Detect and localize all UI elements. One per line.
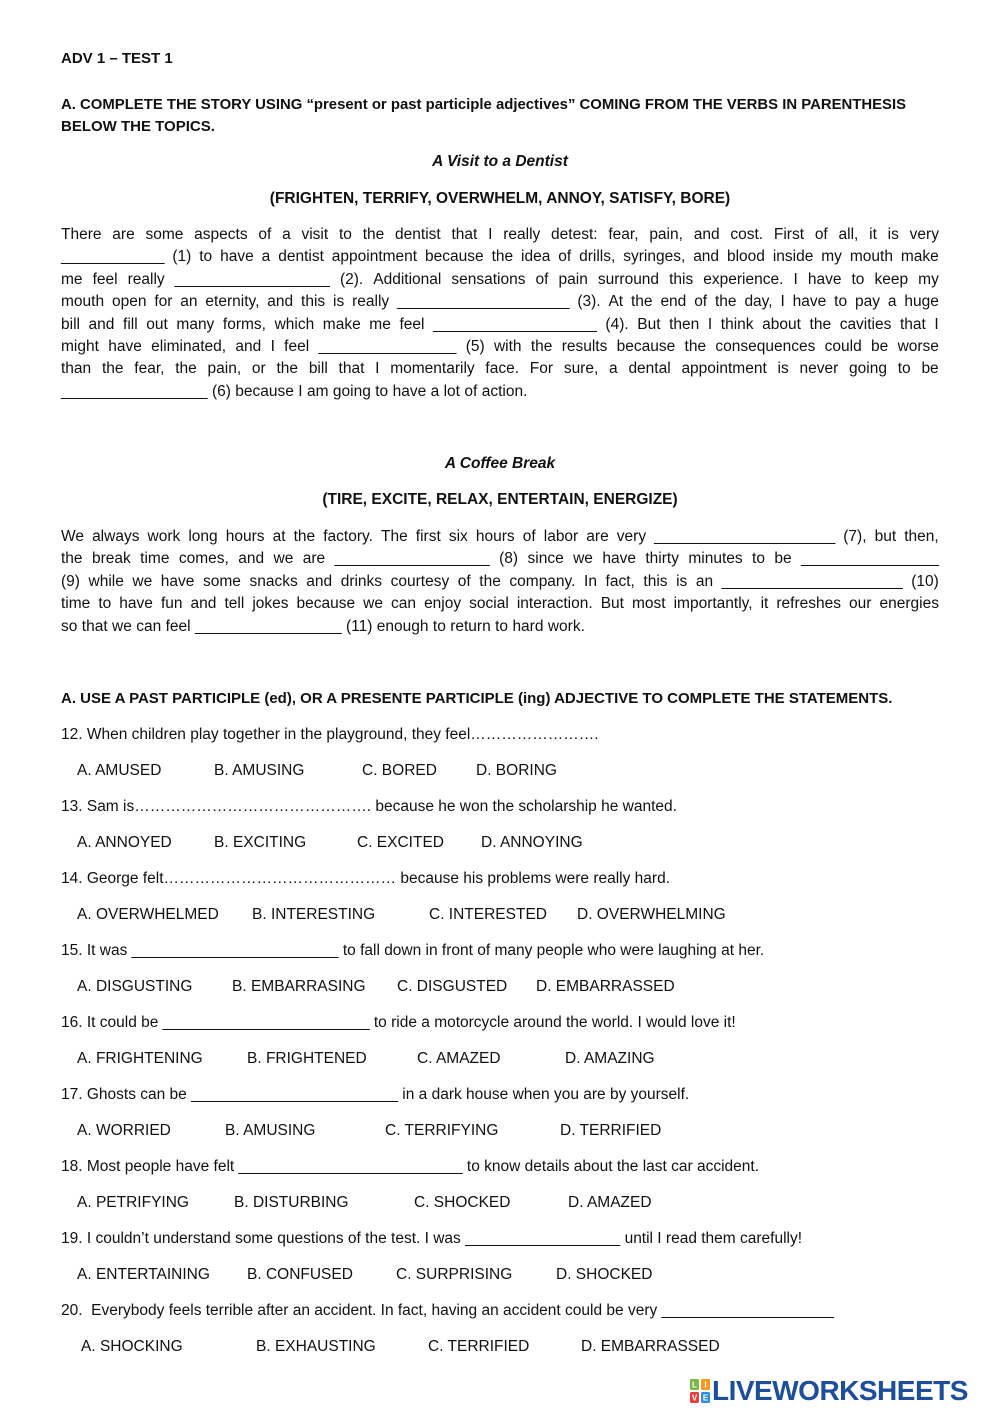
story1-paragraph bbox=[61, 224, 939, 403]
answer-option[interactable]: C. INTERESTED bbox=[429, 906, 547, 923]
story2-line: so that we can feel _________________ (11) enough to return to hard work. bbox=[61, 617, 585, 635]
answer-option[interactable]: C. DISGUSTED bbox=[397, 978, 508, 995]
answer-option[interactable]: A. ENTERTAINING bbox=[77, 1266, 210, 1283]
question-text: 19. I couldn’t understand some questions of the test. I was __________________ until I read them carefully! bbox=[61, 1230, 803, 1247]
section-b-heading: A. USE A PAST PARTICIPLE (ed), OR A PRESENTE PARTICIPLE (ing) ADJECTIVE TO COMPLETE THE STATEMENTS. bbox=[61, 690, 893, 707]
answer-option[interactable]: B. EXCITING bbox=[214, 834, 307, 851]
answer-option[interactable]: B. CONFUSED bbox=[247, 1266, 353, 1283]
answer-option[interactable]: A. DISGUSTING bbox=[77, 978, 193, 995]
liveworksheets-logo bbox=[690, 1376, 990, 1406]
story1-line: _________________ (6) because I am going to have a lot of action. bbox=[61, 382, 528, 400]
svg-text:V: V bbox=[691, 1393, 698, 1403]
answer-option[interactable]: A. WORRIED bbox=[77, 1122, 171, 1139]
answer-option[interactable]: B. AMUSING bbox=[225, 1122, 316, 1139]
answer-option[interactable]: C. EXCITED bbox=[357, 834, 444, 851]
answer-option[interactable]: D. BORING bbox=[476, 762, 557, 779]
story2-paragraph bbox=[61, 526, 939, 638]
answer-option[interactable]: C. SURPRISING bbox=[396, 1266, 513, 1283]
answer-option[interactable]: A. ANNOYED bbox=[77, 834, 172, 851]
answer-option[interactable]: A. PETRIFYING bbox=[77, 1194, 189, 1211]
story1-verbs: (FRIGHTEN, TERRIFY, OVERWHELM, ANNOY, SATISFY, BORE) bbox=[269, 190, 731, 207]
answer-option[interactable]: D. AMAZING bbox=[565, 1050, 655, 1067]
question-text: 15. It was ________________________ to fall down in front of many people who were laughing at her. bbox=[61, 942, 765, 959]
svg-text:E: E bbox=[702, 1393, 709, 1403]
question-text: 20. Everybody feels terrible after an accident. In fact, having an accident could be very ____________________ bbox=[61, 1302, 834, 1319]
answer-option[interactable]: D. SHOCKED bbox=[556, 1266, 653, 1283]
answer-option[interactable]: C. SHOCKED bbox=[414, 1194, 511, 1211]
story1-line: mouth open for an eternity, and this is really ____________________ (3). At the end of the day, I have to pay a huge bbox=[61, 293, 939, 311]
story2-line: the break time comes, and we are __________________ (8) since we have thirty minutes to be ________________ bbox=[61, 550, 939, 568]
svg-text:L: L bbox=[692, 1380, 697, 1390]
story2-title: A Coffee Break bbox=[444, 455, 556, 472]
answer-option[interactable]: D. AMAZED bbox=[568, 1194, 652, 1211]
answer-option[interactable]: D. OVERWHELMING bbox=[577, 906, 726, 923]
answer-option[interactable]: C. BORED bbox=[362, 762, 437, 779]
answer-option[interactable]: A. AMUSED bbox=[77, 762, 162, 779]
story1-title: A Visit to a Dentist bbox=[432, 153, 568, 170]
answer-option[interactable]: B. INTERESTING bbox=[252, 906, 376, 923]
answer-option[interactable]: A. SHOCKING bbox=[81, 1338, 183, 1355]
story2-line: We always work long hours at the factory. The first six hours of labor are very _____________________ (7), but then, bbox=[61, 528, 939, 545]
question-text: 14. George felt……………………………………… because his problems were really hard. bbox=[61, 870, 671, 887]
story1-line: ____________ (1) to have a dentist appointment because the idea of drills, syringes, and blood inside my mouth make bbox=[61, 248, 939, 266]
story1-line: There are some aspects of a visit to the dentist that I really detest: fear, pain, and cost. First of all, it is very bbox=[61, 226, 939, 243]
story1-line: might have eliminated, and I feel ________________ (5) with the results because the consequences could be worse bbox=[61, 337, 939, 355]
story2-line: (9) while we have some snacks and drinks courtesy of the company. In fact, this is an _____________________ (10) bbox=[61, 572, 939, 590]
question-text: 12. When children play together in the playground, they feel……………………. bbox=[61, 726, 599, 743]
answer-option[interactable]: C. TERRIFYING bbox=[385, 1122, 499, 1139]
liveworksheets-logo-text: LIVEWORKSHEETS bbox=[712, 1375, 968, 1406]
answer-option[interactable]: B. EXHAUSTING bbox=[256, 1338, 376, 1355]
answer-option[interactable]: B. DISTURBING bbox=[234, 1194, 349, 1211]
answer-option[interactable]: C. TERRIFIED bbox=[428, 1338, 530, 1355]
answer-option[interactable]: B. FRIGHTENED bbox=[247, 1050, 367, 1067]
answer-option[interactable]: B. EMBARRASING bbox=[232, 978, 366, 995]
answer-option[interactable]: D. ANNOYING bbox=[481, 834, 583, 851]
question-text: 17. Ghosts can be ________________________ in a dark house when you are by yourself. bbox=[61, 1086, 690, 1103]
answer-option[interactable]: C. AMAZED bbox=[417, 1050, 501, 1067]
answer-option[interactable]: D. EMBARRASSED bbox=[581, 1338, 720, 1355]
story2-verbs: (TIRE, EXCITE, RELAX, ENTERTAIN, ENERGIZE) bbox=[322, 491, 678, 508]
story2-line: time to have fun and tell jokes because we can enjoy social interaction. But most importantly, it refreshes our energies bbox=[61, 595, 939, 613]
answer-option[interactable]: D. TERRIFIED bbox=[560, 1122, 662, 1139]
story1-line: bill and fill out many forms, which make me feel ___________________ (4). But then I think about the cavities that I bbox=[61, 315, 939, 333]
svg-text:I: I bbox=[704, 1380, 707, 1390]
question-text: 13. Sam is………………………………………. because he won the scholarship he wanted. bbox=[61, 798, 677, 815]
answer-option[interactable]: B. AMUSING bbox=[214, 762, 305, 779]
question-text: 16. It could be ________________________ to ride a motorcycle around the world. I would love it! bbox=[61, 1014, 736, 1031]
document-title: ADV 1 – TEST 1 bbox=[61, 50, 173, 67]
answer-option[interactable]: A. OVERWHELMED bbox=[77, 906, 219, 923]
story1-line: than the fear, the pain, or the bill that I momentarily face. For sure, a dental appointment is never going to be bbox=[61, 360, 939, 378]
story1-line: me feel really __________________ (2). Additional sensations of pain surround this experience. I have to keep my bbox=[61, 270, 939, 288]
answer-option[interactable]: A. FRIGHTENING bbox=[77, 1050, 203, 1067]
liveworksheets-logo-icon bbox=[690, 1379, 710, 1403]
answer-option[interactable]: D. EMBARRASSED bbox=[536, 978, 675, 995]
section-a-heading-line1: A. COMPLETE THE STORY USING “present or past participle adjectives” COMING FROM THE VERBS IN PARENTHESIS bbox=[61, 97, 907, 113]
question-text: 18. Most people have felt __________________________ to know details about the last car accident. bbox=[61, 1158, 760, 1175]
section-a-heading-line2: BELOW THE TOPICS. bbox=[61, 118, 215, 135]
section-a-heading bbox=[61, 94, 939, 138]
